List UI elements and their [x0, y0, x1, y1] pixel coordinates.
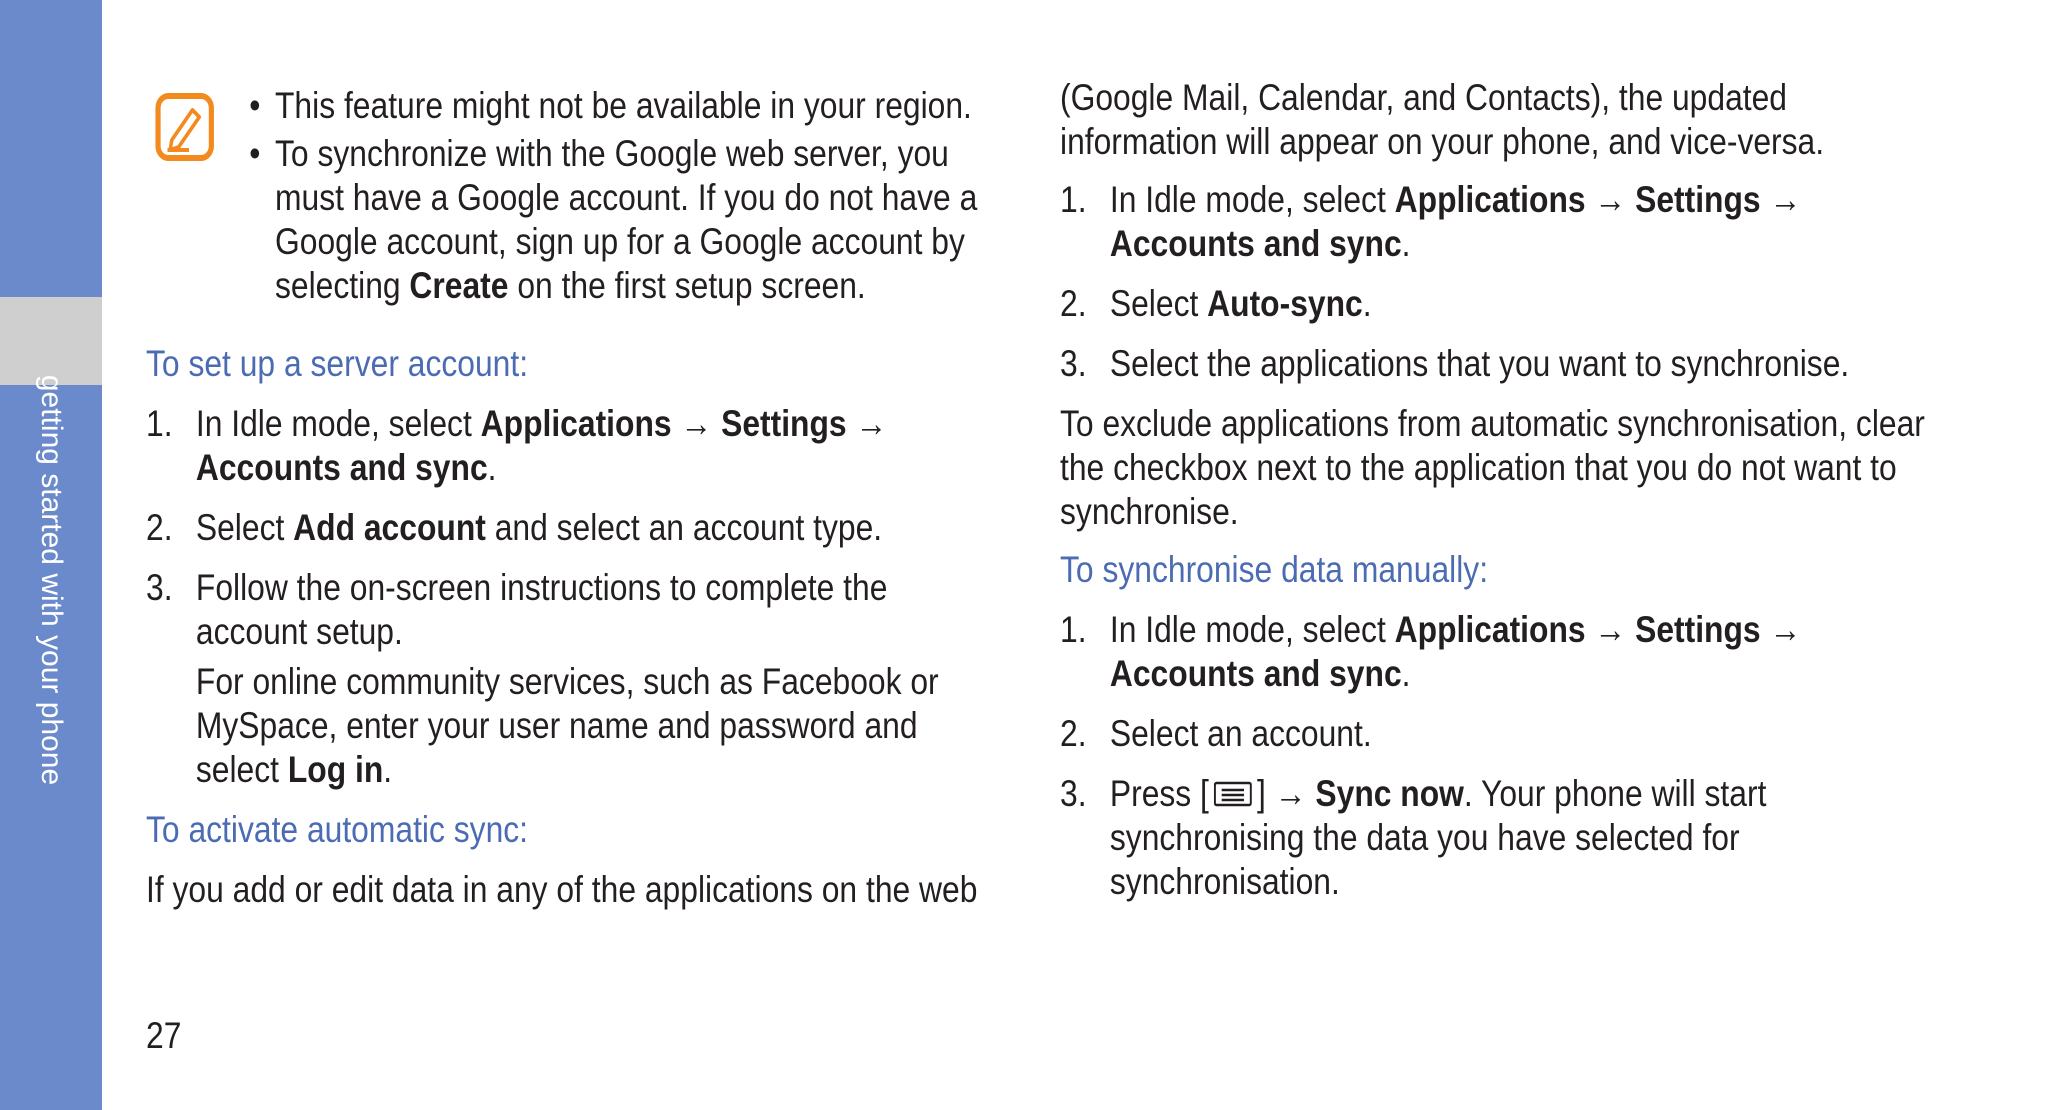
- note-bullet-text: on the first setup screen.: [508, 265, 866, 306]
- page-number: 27: [146, 1015, 182, 1056]
- section-heading-auto-sync: To activate automatic sync:: [146, 809, 529, 850]
- step-text: Follow the on-screen instructions to complete the account setup.: [195, 567, 888, 652]
- step-bold: Accounts and sync: [1109, 223, 1402, 264]
- sidebar: [0, 0, 102, 1110]
- step-text: ] →: [1257, 773, 1316, 814]
- pencil-note-icon: [155, 92, 215, 162]
- arrow-text: →: [1760, 179, 1802, 220]
- note-bullet-bold: Create: [409, 265, 509, 306]
- step-text: For online community services, such as Facebook or MySpace, enter your user name and password and select: [195, 661, 939, 790]
- step-bold: Settings: [1635, 609, 1761, 650]
- auto-sync-intro: If you add or edit data in any of the applications on the web: [146, 869, 978, 910]
- list-item: [1060, 772, 1929, 904]
- step-text: In Idle mode, select: [1109, 179, 1395, 220]
- list-item: [1060, 282, 1929, 326]
- list-item: [1060, 608, 1929, 696]
- step-text: .: [1401, 653, 1411, 694]
- section-heading-server-account: To set up a server account:: [146, 343, 529, 384]
- step-bold: Applications: [1394, 179, 1586, 220]
- step-text: .: [487, 447, 497, 488]
- step-text: . Your phone will start synchronising the data you have selected for synchronisation.: [1109, 773, 1767, 902]
- step-text: .: [1362, 283, 1372, 324]
- step-text: Select: [1109, 283, 1208, 324]
- step-bold: Accounts and sync: [195, 447, 488, 488]
- step-bold: Accounts and sync: [1109, 653, 1402, 694]
- step-number: 3.: [1060, 773, 1087, 814]
- step-number: 2.: [146, 507, 173, 548]
- bullet-dot: •: [249, 133, 261, 174]
- step-text: .: [1401, 223, 1411, 264]
- step-text: Select: [195, 507, 294, 548]
- step-number: 1.: [1060, 179, 1087, 220]
- list-item: [146, 566, 1006, 792]
- step-number: 2.: [1060, 283, 1087, 324]
- exclude-paragraph: To exclude applications from automatic synchronisation, clear the checkbox next to the application that you do not want to synchronise.: [1060, 403, 1925, 532]
- step-bold: Log in: [287, 749, 384, 790]
- arrow-text: →: [1585, 609, 1636, 650]
- step-text: Press [: [1109, 773, 1209, 814]
- arrow-text: →: [1760, 609, 1802, 650]
- note-bullet-text: To synchronize with the Google web server, you must have a Google account. If you do not have a Google account, sign up for a Google account by selecting: [275, 133, 978, 306]
- list-item: [146, 506, 1006, 550]
- step-bold: Sync now: [1315, 773, 1464, 814]
- step-text: Select the applications that you want to synchronise.: [1109, 343, 1850, 384]
- step-bold: Settings: [721, 403, 847, 444]
- step-text: In Idle mode, select: [195, 403, 481, 444]
- list-item: [1060, 342, 1929, 386]
- section-heading-manual-sync: To synchronise data manually:: [1060, 549, 1489, 590]
- list-item: [146, 402, 1006, 490]
- note-bullet-text: This feature might not be available in your region.: [275, 85, 972, 126]
- arrow-text: →: [1585, 179, 1636, 220]
- note-bullet: [249, 84, 1006, 128]
- step-bold: Auto-sync: [1207, 283, 1363, 324]
- step-number: 2.: [1060, 713, 1087, 754]
- step-extra: [196, 660, 1006, 792]
- step-text: Select an account.: [1109, 713, 1372, 754]
- note-box: [146, 84, 1006, 308]
- step-text: and select an account type.: [485, 507, 883, 548]
- step-number: 3.: [146, 567, 173, 608]
- sidebar-section-tab: [0, 297, 102, 385]
- step-text: In Idle mode, select: [1109, 609, 1395, 650]
- list-item: [1060, 178, 1929, 266]
- menu-key-icon: [1214, 780, 1252, 808]
- step-text: .: [383, 749, 393, 790]
- note-bullet: [249, 132, 1006, 308]
- step-number: 3.: [1060, 343, 1087, 384]
- bullet-dot: •: [249, 85, 261, 126]
- list-item: [1060, 712, 1929, 756]
- step-bold: Applications: [480, 403, 672, 444]
- step-bold: Settings: [1635, 179, 1761, 220]
- step-number: 1.: [1060, 609, 1087, 650]
- right-column: [1060, 76, 1929, 920]
- sidebar-chapter-label: getting started with your phone: [35, 374, 68, 786]
- auto-sync-intro-continued: (Google Mail, Calendar, and Contacts), the updated information will appear on your phone, and vice-versa.: [1060, 77, 1825, 162]
- arrow-text: →: [846, 403, 888, 444]
- left-column: [146, 84, 1006, 926]
- step-bold: Applications: [1394, 609, 1586, 650]
- step-number: 1.: [146, 403, 173, 444]
- step-bold: Add account: [293, 507, 486, 548]
- arrow-text: →: [671, 403, 722, 444]
